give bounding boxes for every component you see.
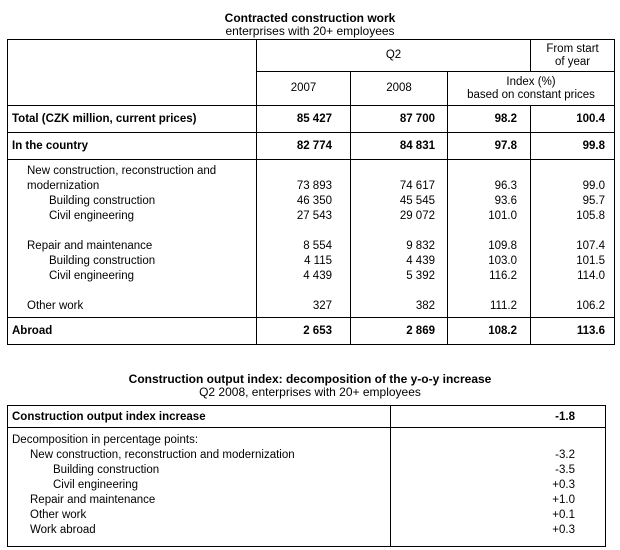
value-2007: 82 774 — [257, 133, 351, 160]
value-line: 8 554 — [303, 240, 332, 252]
value-line: 106.2 — [576, 300, 606, 312]
value-line: 5 392 — [406, 270, 435, 282]
value-2007: 85 427 — [257, 106, 351, 133]
value-index-q2: 97.8 — [448, 133, 531, 160]
value-line: 101.0 — [488, 210, 518, 222]
row-total — [8, 106, 615, 133]
value-line: 105.8 — [576, 210, 606, 222]
value-line — [531, 164, 605, 179]
value-line — [448, 164, 517, 179]
value-line — [448, 224, 517, 239]
header-empty-cell — [8, 40, 257, 106]
row-label: Abroad — [8, 318, 257, 345]
row-label-block — [8, 160, 257, 318]
value-line: 107.4 — [576, 240, 606, 252]
table1-title: Contracted construction work — [224, 11, 396, 25]
header-index-line1: Index (%) — [506, 75, 556, 88]
value-line: 93.6 — [494, 195, 518, 207]
value-line — [531, 224, 605, 239]
row-label-line — [8, 224, 256, 239]
table2-title: Construction output index: decomposition of the y-o-y increase — [128, 372, 492, 386]
value-line: +1.0 — [552, 494, 575, 506]
row-abroad — [8, 318, 615, 345]
value-line: 9 832 — [406, 240, 435, 252]
header-row-1 — [8, 40, 615, 72]
row-label: Total (CZK million, current prices) — [8, 106, 257, 133]
value-column-2008 — [351, 160, 448, 318]
value-line: 95.7 — [582, 195, 606, 207]
decomposition-values — [391, 428, 606, 547]
value-line: 382 — [415, 300, 435, 312]
value-line: 4 115 — [304, 255, 332, 267]
decomposition-table — [7, 405, 606, 547]
value-line: -3.5 — [555, 464, 575, 476]
value-line — [257, 164, 332, 179]
value-line — [351, 164, 435, 179]
row-label-line: New construction, reconstruction and modernization — [30, 449, 295, 461]
value-line: 103.0 — [488, 255, 518, 267]
row-label-line: Decomposition in percentage points: — [12, 434, 199, 446]
row-output-index-increase — [8, 406, 606, 428]
row-label: In the country — [8, 133, 257, 160]
value-line: 96.3 — [494, 180, 518, 192]
value-line: 27 543 — [296, 210, 332, 222]
row-decomposition-block — [8, 428, 606, 547]
value-2008: 87 700 — [351, 106, 448, 133]
header-2008: 2008 — [351, 72, 448, 106]
value-index-from-start-of-year: 100.4 — [531, 106, 615, 133]
value-line: 327 — [312, 300, 332, 312]
row-label-line — [8, 284, 256, 299]
value-line: 99.0 — [582, 180, 606, 192]
value-line — [257, 224, 332, 239]
value-2008: 84 831 — [351, 133, 448, 160]
row-in-the-country — [8, 133, 615, 160]
value-line: 109.8 — [488, 240, 518, 252]
row-label-line: New construction, reconstruction and — [27, 165, 217, 177]
value-line: +0.3 — [552, 479, 575, 491]
value-line: 4 439 — [303, 270, 332, 282]
row-label-line: Building construction — [49, 195, 156, 207]
row-detail-block — [8, 160, 615, 318]
row-label-line: modernization — [27, 180, 100, 192]
row-label-line: Repair and maintenance — [27, 240, 153, 252]
row-label-line: Other work — [27, 300, 84, 312]
value-line — [391, 433, 575, 448]
table1-subtitle: enterprises with 20+ employees — [225, 24, 395, 38]
row-label-line: Building construction — [53, 464, 160, 476]
value-line — [351, 284, 435, 299]
row-label-line: Work abroad — [30, 524, 96, 536]
value-line: +0.3 — [552, 524, 575, 536]
value-2008: 2 869 — [351, 318, 448, 345]
contracted-work-table — [7, 39, 615, 345]
value-line: 101.5 — [576, 255, 606, 267]
table2-subtitle: Q2 2008, enterprises with 20+ employees — [199, 385, 421, 399]
header-from-start-line1: From start — [546, 42, 599, 55]
row-label-line: Civil engineering — [49, 210, 135, 222]
value-line: 46 350 — [296, 195, 332, 207]
value-index-from-start-of-year: 99.8 — [531, 133, 615, 160]
header-from-start-of-year — [531, 40, 615, 72]
value-index-q2: 98.2 — [448, 106, 531, 133]
row-label-line: Civil engineering — [49, 270, 135, 282]
value-2007: 2 653 — [257, 318, 351, 345]
row-label: Construction output index increase — [8, 406, 391, 428]
value-line: 114.0 — [577, 270, 606, 282]
value-line: 29 072 — [399, 210, 435, 222]
value-index-from-start-of-year: 113.6 — [531, 318, 615, 345]
value-line: 111.2 — [489, 300, 518, 312]
value-column-index-from-start-of-year — [531, 160, 615, 318]
value-line — [531, 284, 605, 299]
header-index-line2: based on constant prices — [467, 88, 595, 101]
value-line — [351, 224, 435, 239]
value-line — [448, 284, 517, 299]
header-q2: Q2 — [257, 40, 531, 72]
value-index-q2: 108.2 — [448, 318, 531, 345]
value-line: 73 893 — [296, 180, 332, 192]
decomposition-labels — [8, 428, 391, 547]
header-index-constant-prices — [448, 72, 615, 106]
row-label-line: Other work — [30, 509, 87, 521]
value-line: -3.2 — [555, 449, 575, 461]
value-column-2007 — [257, 160, 351, 318]
value-column-index-q2 — [448, 160, 531, 318]
row-label-line: Civil engineering — [53, 479, 139, 491]
value-line: +0.1 — [552, 509, 575, 521]
value-line: 45 545 — [399, 195, 435, 207]
header-from-start-line2: of year — [554, 55, 591, 68]
value-line — [257, 284, 332, 299]
value-line: 74 617 — [399, 180, 435, 192]
header-2007: 2007 — [257, 72, 351, 106]
row-label-line: Repair and maintenance — [30, 494, 156, 506]
value-line: 116.2 — [489, 270, 518, 282]
value-line: 4 439 — [406, 255, 435, 267]
row-label-line: Building construction — [49, 255, 156, 267]
row-value: -1.8 — [391, 406, 606, 428]
